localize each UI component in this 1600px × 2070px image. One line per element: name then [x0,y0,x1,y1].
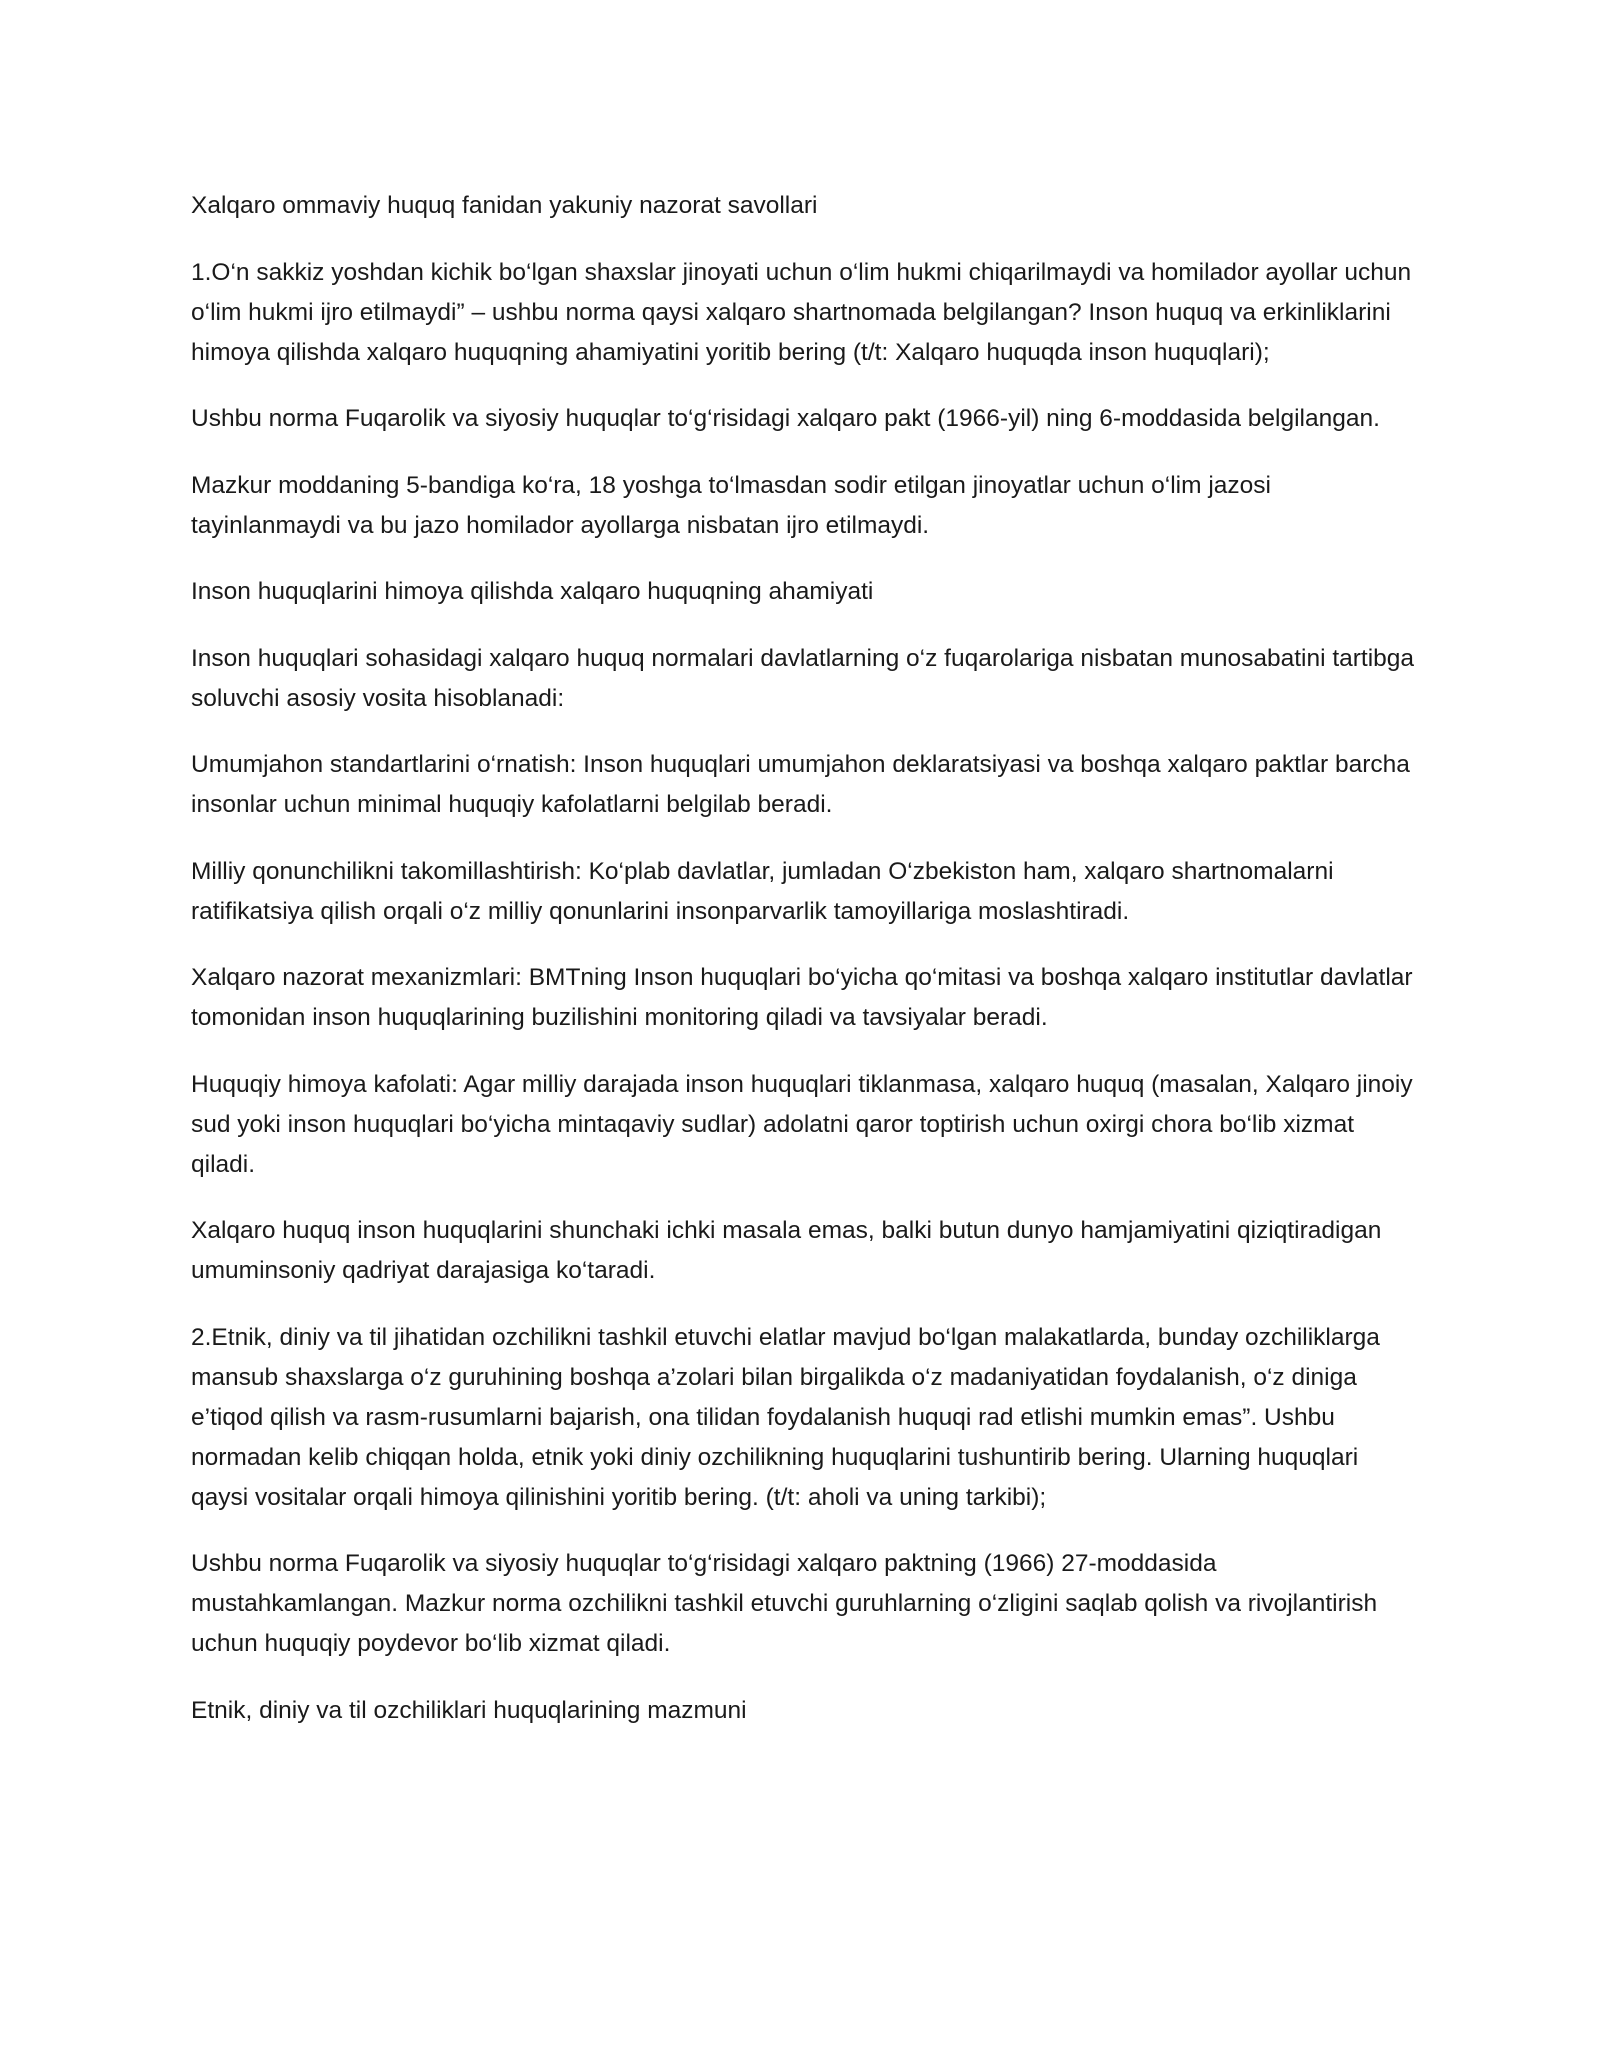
answer-paragraph: Ushbu norma Fuqarolik va siyosiy huquqlar to‘g‘risidagi xalqaro paktning (1966) 27-moddasida mustahkamlangan. Mazkur norma ozchilikni tashkil etuvchi guruhlarning o‘zligini saqlab qolish va rivojlantirish uchun huquqiy poydevor bo‘lib xizmat qiladi. [191,1550,1378,1657]
question-2-paragraph: 2.Etnik, diniy va til jihatidan ozchilikni tashkil etuvchi elatlar mavjud bo‘lgan malakatlarda, bunday ozchiliklarga mansub shaxslarga o‘z guruhining boshqa a’zolari bilan birgalikda o‘z madaniyatidan foydalanish, o‘z diniga e’tiqod qilish va rasm-rusumlarni bajarish, ona tilidan foydalanish huquqi rad etlishi mumkin emas”. Ushbu normadan kelib chiqqan holda, etnik yoki diniy ozchilikning huquqlarini tushuntirib bering. Ularning huquqlari qaysi vositalar orqali himoya qilinishini yoritib bering. (t/t: aholi va uning tarkibi); [191,1323,1380,1511]
answer-paragraph: Milliy qonunchilikni takomillashtirish: Ko‘plab davlatlar, jumladan O‘zbekiston ham, xalqaro shartnomalarni ratifikatsiya qilish orqali o‘z milliy qonunlarini insonparvarlik tamoyillariga moslashtiradi. [191,857,1334,925]
answer-paragraph: Xalqaro nazorat mexanizmlari: BMTning Inson huquqlari bo‘yicha qo‘mitasi va boshqa xalqaro institutlar davlatlar tomonidan inson huquqlarining buzilishini monitoring qiladi va tavsiyalar beradi. [191,964,1413,1031]
answer-paragraph: Huquqiy himoya kafolati: Agar milliy darajada inson huquqlari tiklanmasa, xalqaro huquq (masalan, Xalqaro jinoiy sud yoki inson huquqlari bo‘yicha mintaqaviy sudlar) adolatni qaror toptirish uchun oxirgi chora bo‘lib xizmat qiladi. [191,1070,1413,1178]
answer-paragraph: Inson huquqlari sohasidagi xalqaro huquq normalari davlatlarning o‘z fuqarolariga nisbatan munosabatini tartibga soluvchi asosiy vosita hisoblanadi: [191,644,1415,712]
answer-paragraph: Mazkur moddaning 5-bandiga ko‘ra, 18 yoshga to‘lmasdan sodir etilgan jinoyatlar uchun o‘lim jazosi tayinlanmaydi va bu jazo homilador ayollarga nisbatan ijro etilmaydi. [191,471,1271,539]
section-heading: Etnik, diniy va til ozchiliklari huquqlarining mazmuni [191,1696,747,1724]
answer-paragraph: Umumjahon standartlarini o‘rnatish: Inson huquqlari umumjahon deklaratsiyasi va boshqa xalqaro paktlar barcha insonlar uchun minimal huquqiy kafolatlarni belgilab beradi. [191,751,1410,818]
answer-paragraph: Xalqaro huquq inson huquqlarini shunchaki ichki masala emas, balki butun dunyo hamjamiyatini qiziqtiradigan umuminsoniy qadriyat darajasiga ko‘taradi. [191,1217,1382,1284]
document-body [191,186,1421,1757]
section-heading: Inson huquqlarini himoya qilishda xalqaro huquqning ahamiyati [191,578,874,605]
document-title: Xalqaro ommaviy huquq fanidan yakuniy nazorat savollari [191,192,818,219]
answer-paragraph: Ushbu norma Fuqarolik va siyosiy huquqlar to‘g‘risidagi xalqaro pakt (1966-yil) ning 6-moddasida belgilangan. [191,405,1380,432]
question-1-paragraph: 1.O‘n sakkiz yoshdan kichik bo‘lgan shaxslar jinoyati uchun o‘lim hukmi chiqarilmaydi va homilador ayollar uchun o‘lim hukmi ijro etilmaydi” – ushbu norma qaysi xalqaro shartnomada belgilangan? Inson huquq va erkinliklarini himoya qilishda xalqaro huquqning ahamiyatini yoritib bering (t/t: Xalqaro huquqda inson huquqlari); [191,258,1412,366]
